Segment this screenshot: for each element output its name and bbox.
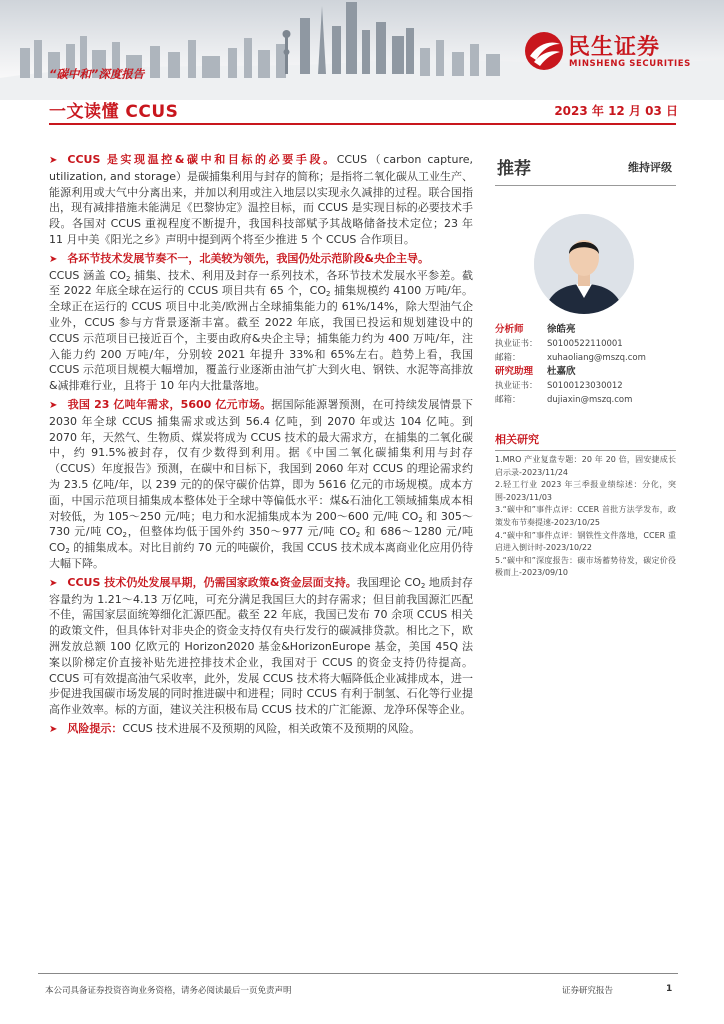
cert-number: S0100522110001	[547, 339, 623, 349]
analyst-cert-row	[495, 337, 676, 351]
arrow-bullet-icon: ➤	[49, 577, 58, 589]
related-research-item[interactable]: 2.轻工行业 2023 年三季报业绩综述：分化，突围-2023/11/03	[495, 480, 676, 502]
summary-paragraph	[49, 721, 473, 738]
subscript: 2	[122, 531, 127, 540]
footer-disclaimer: 本公司具备证券投资咨询业务资格，请务必阅读最后一页免责声明	[45, 986, 292, 996]
arrow-bullet-icon: ➤	[49, 723, 58, 735]
analyst-role: 研究助理	[495, 366, 534, 377]
cert-number: S0100123030012	[547, 381, 623, 391]
company-logo	[524, 30, 704, 74]
paragraph-body: CCUS（carbon capture, utilization, and storage）是碳捕集利用与封存的简称；是指将二氧化碳从工业生产、能源利用或大气中分离出来，并加以利用或注入地层以实现永久减排的过程。联合国指出，现有减排措施未能满足《巴黎协定》温控目标，而 CCUS 是实现目标的必要技术手段。各国对 CCUS 重视程度不断提升，我国科技部赋予其战略储备技术定位；23 年 11 月中美《阳光之乡》声明中提到两个将至少推进 5 个 CCUS 合作项目。	[49, 153, 474, 246]
paragraph-body: 捕集、技术、利用及封存一系列技术，各环节技术发展水平参差。截至 2022 年底全球在运行的 CCUS 项目共有 65 个，CO	[49, 268, 474, 298]
email-label: 邮箱：	[495, 395, 521, 405]
footer-label: 证券研究报告	[562, 986, 614, 996]
summary-paragraph	[49, 251, 473, 394]
analyst-email-link[interactable]: xuhaoliang@mszq.com	[547, 353, 646, 363]
subscript: 2	[326, 290, 331, 299]
cert-label: 执业证书：	[495, 339, 538, 349]
paragraph-lead: CCUS 是实现温控&碳中和目标的必要手段。	[67, 153, 337, 166]
paragraph-body: 和 305～730 元/吨 CO	[49, 509, 473, 539]
rating-title: 推荐	[497, 159, 531, 179]
paragraph-body: 我国理论 CO	[356, 575, 421, 589]
subscript: 2	[125, 274, 131, 283]
arrow-bullet-icon: ➤	[49, 253, 58, 265]
related-research-list	[495, 454, 676, 580]
analyst-email-row	[495, 393, 676, 407]
rating-label: 维持评级	[628, 161, 672, 174]
paragraph-body: CCUS 技术进展不及预期的风险，相关政策不及预期的风险。	[122, 721, 421, 735]
logo-name-cn: 民生证券	[568, 35, 661, 60]
analyst-row	[495, 365, 676, 379]
analyst-email-row	[495, 351, 676, 365]
related-research-title: 相关研究	[495, 431, 676, 451]
cert-label: 执业证书：	[495, 381, 538, 391]
analyst-portrait-image	[534, 214, 634, 314]
summary-paragraph	[49, 152, 473, 248]
report-date: 2023 年 12 月 03 日	[554, 104, 678, 118]
summary-paragraph	[49, 575, 473, 718]
subscript: 2	[355, 531, 361, 540]
paragraph-lead: 风险提示：	[67, 721, 123, 735]
subscript: 2	[420, 581, 426, 590]
related-research-item[interactable]: 3.“碳中和”事件点评：CCER 首批方法学发布，政策发布节奏提速-2023/10/25	[495, 505, 676, 527]
analyst-name: 徐皓亮	[547, 324, 576, 335]
minsheng-logo-icon	[524, 30, 564, 72]
paragraph-body: 和 686～1280 元/吨 CO	[49, 525, 473, 555]
report-title: 一文读懂 CCUS	[49, 102, 179, 122]
paragraph-body: 捕集规模约 4100 万吨/年。全球正在运行的 CCUS 项目中北美/欧洲占全球捕集能力的 61%/14%，除大型油气企业外，CCUS 参与方背景逐渐丰富。截至 2022 年底，我国已投运和规划建设中的 CCUS 示范项目已接近百个，主要由政府&央企主导；捕集能力约为 400 万吨/年，注入能力约 200 万吨/年，分别较 2021 年提升 33%和 65%左右。趋势上看，我国 CCUS 示范项目规模大幅增加，覆盖行业逐渐由油气扩大到火电、钢铁、水泥等高排放&减排难行业，且将于 10 年内大批量落地。	[49, 284, 473, 393]
footer-divider	[38, 973, 678, 974]
analyst-role: 分析师	[495, 324, 524, 335]
summary-body	[49, 152, 473, 741]
arrow-bullet-icon: ➤	[49, 155, 58, 166]
analyst-cert-row	[495, 379, 676, 393]
analyst-row	[495, 323, 676, 337]
logo-name-en: MINSHENG SECURITIES	[569, 59, 691, 69]
page-number: 1	[666, 984, 673, 994]
paragraph-lead: 各环节技术发展节奏不一，北美较为领先，我国仍处示范阶段&央企主导。	[67, 251, 429, 265]
title-divider	[49, 123, 676, 125]
analyst-photo	[534, 214, 634, 314]
analyst-name: 杜嘉欣	[547, 366, 576, 377]
paragraph-lead: 我国 23 亿吨年需求，5600 亿元市场。	[67, 397, 272, 411]
report-series-label: “碳中和”深度报告	[49, 67, 145, 81]
summary-paragraph	[49, 397, 473, 572]
paragraph-body: 地质封存容量约为 1.21～4.13 万亿吨，可充分满足我国巨大的封存需求；但目前我国源汇匹配不佳，需国家层面统筹细化汇源匹配。截至 22 年底，我国已发布 70 余项 CCUS 相关的政策文件，但具体针对非央企的资金支持仅有央行发行的碳减排贷款。相比之下，欧洲发放总额 100 亿欧元的 Horizon2020 基金&HorizonEurope 基金，美国 45Q 法案以阶梯定价直接补贴先进控排技术企业，我国对于 CCUS 的资金支持仍待提高。CCUS 可有效提高油气采收率，此外，发展 CCUS 技术将大幅降低企业减排成本，进一步促进我国碳市场发展的同时推进碳中和进程；同时 CCUS 有利于制氢、石化等行业提高作业效率。标的方面，建议关注积极布局 CCUS 技术的广汇能源、龙净环保等企业。	[49, 575, 473, 717]
email-label: 邮箱：	[495, 353, 521, 363]
paragraph-body: 据国际能源署预测，在可持续发展情景下 2030 年全球 CCUS 捕集需求或达到 56.4 亿吨，到 2070 年或达 104 亿吨。到 2070 年，天然气、生物质、煤炭将成为 CCUS 技术的最大需求方，在捕集的二氧化碳中，约 91.5%被封存，仅有少数得到利用。据《中国二氧化碳捕集利用与封存（CCUS）年度报告》预测，在碳中和目标下，我国到 2060 年对 CCUS 的理论需求约为 23.5 亿吨/年，以 239 元的的保守碳价估算，即为 5616 亿元的市场规模。成本方面，中国示范项目捕集成本整体处于全球中等偏低水平：煤&石油化工领域捕集成本相对较低，为 105～250 元/吨；电力和水泥捕集成本为 200～600 元/吨 CO	[49, 397, 473, 523]
analyst-list	[495, 323, 676, 407]
paragraph-lead: CCUS 技术仍处发展早期，仍需国家政策&资金层面支持。	[67, 575, 357, 589]
paragraph-body: ，但整体均低于国外约 350～977 元/吨 CO	[127, 525, 356, 539]
rating-box	[495, 153, 676, 186]
related-research-item[interactable]: 4.“碳中和”事件点评：钢铁性文件落地，CCER 重启进入倒计时-2023/10/22	[495, 530, 676, 553]
arrow-bullet-icon: ➤	[49, 399, 58, 411]
related-research-item[interactable]: 5.“碳中和”深度报告：碳市场蓄势待发，碳定价役极而上-2023/09/10	[495, 555, 676, 578]
analyst-email-link[interactable]: dujiaxin@mszq.com	[547, 395, 633, 405]
paragraph-body: CCUS 涵盖 CO	[49, 268, 126, 282]
subscript: 2	[418, 515, 423, 524]
related-research-item[interactable]: 1.MRO 产业复盘专题：20 年 20 倍，固安捷成长启示录-2023/11/24	[495, 455, 676, 477]
subscript: 2	[65, 547, 70, 556]
paragraph-body: 的捕集成本。对比目前约 70 元的吨碳价，我国 CCUS 技术成本离商业化应用仍待大幅下降。	[49, 541, 473, 570]
